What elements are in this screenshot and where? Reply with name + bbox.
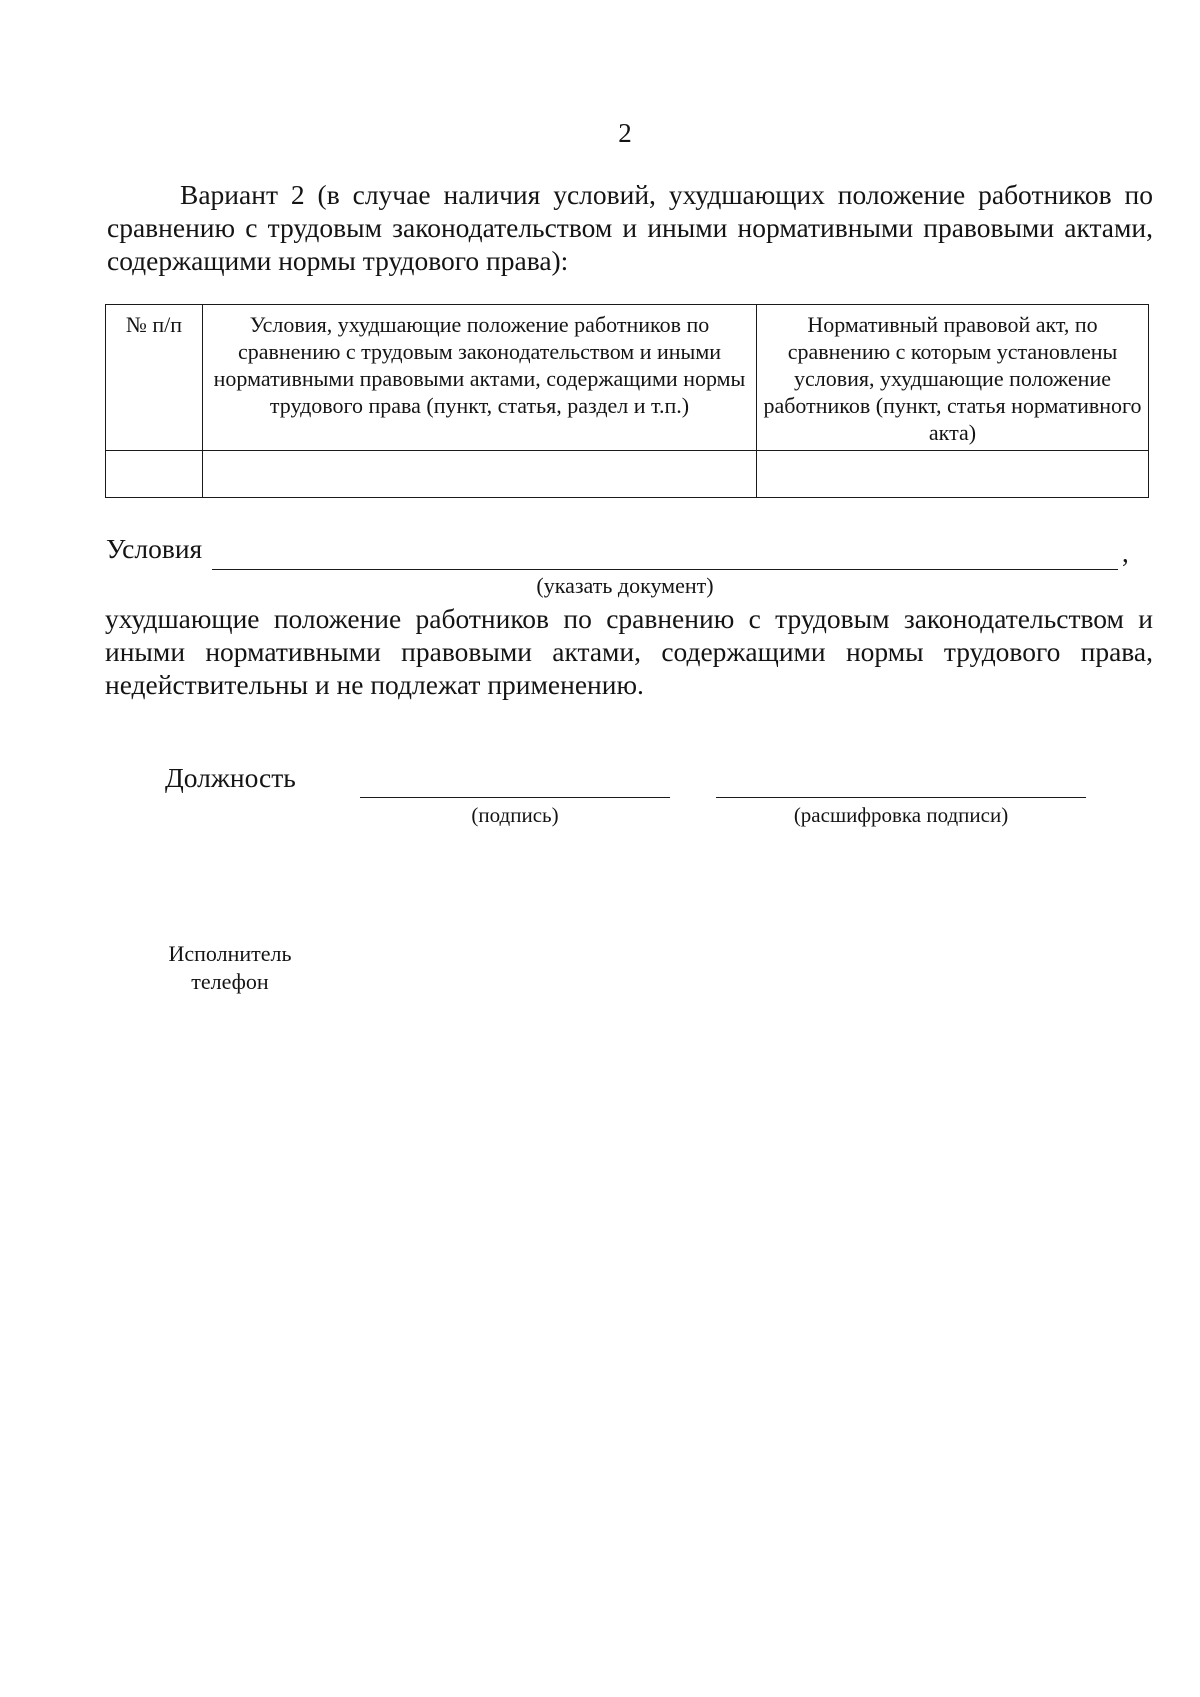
header-legal-act: Нормативный правовой акт, по сравнению с которым установлены условия, ухудшающие положение работников (пункт, статья нормативного акта): [757, 305, 1149, 451]
table-row: [106, 451, 1149, 498]
signature-field[interactable]: [360, 797, 670, 798]
table-cell-number[interactable]: [106, 451, 203, 498]
conditions-table: [105, 304, 1149, 498]
page-number: 2: [618, 118, 632, 148]
signature-hint: (подпись): [471, 803, 559, 827]
signature-decode-hint: (расшифровка подписи): [793, 803, 1009, 827]
executor-phone-label: телефон: [191, 969, 269, 994]
table-header-row: [106, 305, 1149, 451]
conditions-document-hint: (указать документ): [536, 573, 714, 598]
conditions-label: Условия: [106, 533, 203, 564]
table-cell-legal-act[interactable]: [757, 451, 1149, 498]
position-label: Должность: [165, 762, 296, 793]
intro-paragraph: Вариант 2 (в случае наличия условий, ухудшающих положение работников по сравнению с трудовым законодательством и иными нормативными правовыми актами, содержащими нормы трудового права):: [107, 179, 1153, 276]
executor-block: [150, 940, 310, 996]
executor-label: Исполнитель: [168, 941, 292, 966]
conditions-document-field[interactable]: [212, 569, 1118, 570]
conditions-comma: ,: [1122, 538, 1129, 568]
header-conditions: Условия, ухудшающие положение работников по сравнению с трудовым законодательством и иными нормативными правовыми актами, содержащими нормы трудового права (пункт, статья, раздел и т.п.): [203, 305, 757, 451]
signature-decode-field[interactable]: [716, 797, 1086, 798]
table-cell-conditions[interactable]: [203, 451, 757, 498]
header-number: № п/п: [106, 305, 203, 451]
conditions-paragraph: ухудшающие положение работников по сравнению с трудовым законодательством и иными нормативными правовыми актами, содержащими нормы трудового права, недействительны и не подлежат применению.: [105, 603, 1153, 700]
